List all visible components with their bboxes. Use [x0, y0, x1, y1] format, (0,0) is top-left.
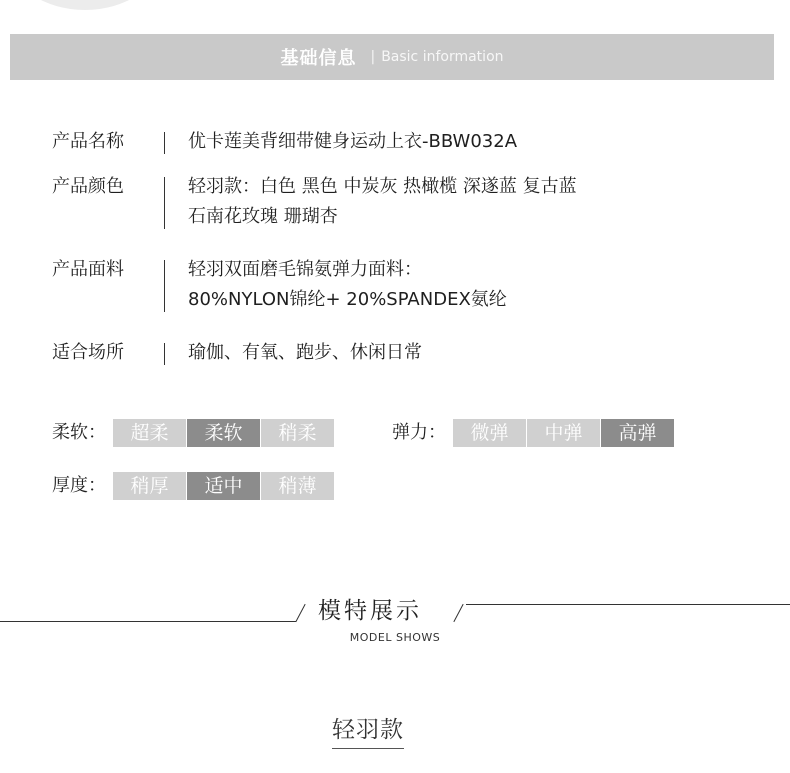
thickness-scale: [52, 472, 334, 500]
banner-separator: |: [370, 49, 376, 65]
info-value: [164, 172, 577, 232]
softness-option: 稍柔: [261, 419, 334, 447]
divider-slash: [295, 604, 305, 622]
softness-label: 柔软：: [52, 422, 106, 443]
banner-title-zh: 基础信息: [280, 48, 357, 69]
info-row-suitable-occasions: [52, 338, 422, 368]
divider-line: [0, 621, 296, 622]
info-value-line: 80%NYLON锦纶+ 20%SPANDEX氨纶: [188, 289, 507, 310]
style-name-heading: 轻羽款: [332, 711, 404, 749]
elasticity-option: 中弹: [527, 419, 600, 447]
info-label: 产品面料: [52, 255, 164, 315]
elasticity-option-selected: 高弹: [601, 419, 674, 447]
info-value: [164, 127, 517, 157]
elasticity-scale: [392, 419, 674, 447]
info-label: 产品颜色: [52, 172, 164, 232]
softness-scale: [52, 419, 334, 447]
info-row-product-name: [52, 127, 517, 157]
info-value-line: 瑜伽、有氧、跑步、休闲日常: [188, 342, 422, 363]
divider-slash: [453, 604, 463, 622]
divider-line: [466, 604, 790, 605]
softness-option: 超柔: [113, 419, 186, 447]
section-banner: [10, 34, 774, 80]
info-value-line: 石南花玫瑰 珊瑚杏: [188, 206, 338, 227]
model-title-en: MODEL SHOWS: [349, 631, 441, 644]
info-row-product-fabric: [52, 255, 507, 315]
info-value: [164, 338, 422, 368]
elasticity-label: 弹力：: [392, 422, 446, 443]
info-label: 产品名称: [52, 127, 164, 157]
info-label: 适合场所: [52, 338, 164, 368]
info-value: [164, 255, 507, 315]
thickness-option: 稍薄: [261, 472, 334, 500]
decorative-arc: [10, 0, 160, 10]
thickness-option: 稍厚: [113, 472, 186, 500]
info-row-product-color: [52, 172, 577, 232]
info-value-line: 轻羽款：白色 黑色 中炭灰 热橄榄 深遂蓝 复古蓝: [188, 176, 577, 197]
thickness-label: 厚度：: [52, 475, 106, 496]
info-value-line: 优卡莲美背细带健身运动上衣-BBW032A: [188, 131, 518, 152]
banner-title-en: Basic information: [381, 49, 504, 65]
model-section-header: [0, 589, 790, 649]
softness-option-selected: 柔软: [187, 419, 260, 447]
thickness-option-selected: 适中: [187, 472, 260, 500]
elasticity-option: 微弹: [453, 419, 526, 447]
model-title-zh: 模特展示: [318, 598, 422, 624]
info-value-line: 轻羽双面磨毛锦氨弹力面料：: [188, 259, 422, 280]
